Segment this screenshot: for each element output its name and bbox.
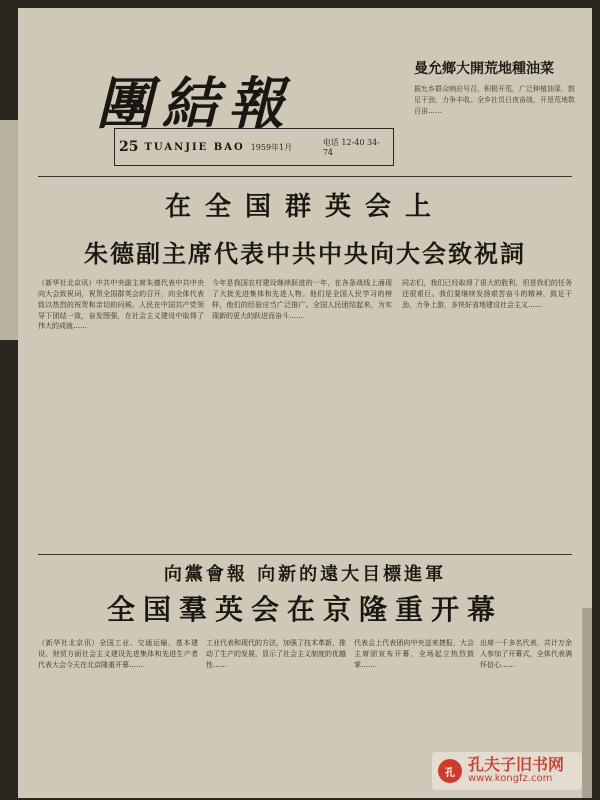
masthead-phone: 电话 12-40 34-74 (322, 138, 380, 157)
headline-main-top: 在全国群英会上 (164, 192, 445, 222)
bottom-column-1: （新华社北京讯）全国工业、交通运输、基本建设、财贸方面社会主义建设先进集体和先进生产者代表大会今天在北京隆重开幕…… (38, 639, 198, 669)
masthead-info-box (114, 128, 394, 166)
masthead-title: 團結報 (96, 71, 294, 137)
bottom-column-3: 代表会上代表团向中央送来捷报，大会主席团宣布开幕，全场起立热烈鼓掌…… (354, 639, 474, 669)
watermark-logo-icon: 孔 (438, 759, 462, 783)
bottom-column-4: 出席一千多名代表，共计万余人参加了开幕式，全体代表满怀信心…… (480, 639, 572, 669)
article-column-3: 同志们，我们已经取得了很大的胜利，但是我们的任务还很艰巨。我们要继续发扬艰苦奋斗的精神，鼓足干劲，力争上游，多快好省地建设社会主义…… (402, 279, 572, 309)
side-story (414, 58, 576, 168)
side-story-title: 曼允鄉大開荒地種油菜 (414, 61, 554, 77)
side-story-body: 据允乡群众响应号召，积极开荒，广泛种植油菜，鼓足干劲，力争丰收。全乡社员日夜奋战，开垦荒地数百亩…… (414, 85, 575, 116)
article-column-2: 今年是我国农村建设继续跃进的一年，在各条战线上涌现了大批先进集体和先进人物。他们是全国人民学习的榜样，他们的经验应当广泛推广。全国人民团结起来，为实现新的更大的跃进而奋斗…… (212, 279, 392, 320)
watermark-url: www.kongfz.com (468, 773, 553, 785)
adjacent-page-left (0, 120, 18, 340)
newspaper-page (18, 8, 592, 798)
article-column-1: （新华社北京讯）中共中央副主席朱德代表中共中央向大会致祝词，祝贺全国群英会的召开，向全体代表致以热烈的祝贺和亲切的问候。人民在中国共产党领导下团结一致，奋发图强，在社会主义建设中取得了伟大的成就…… (38, 279, 204, 331)
adjacent-page-right (582, 608, 592, 798)
divider (38, 554, 572, 555)
masthead-pinyin: TUANJIE BAO (144, 141, 245, 153)
issue-number: 25 (119, 139, 139, 155)
divider (38, 176, 572, 177)
headline-second: 全国羣英会在京隆重开幕 (106, 593, 503, 626)
watermark (432, 752, 582, 790)
headline-main: 朱德副主席代表中共中央向大会致祝詞 (84, 239, 526, 268)
masthead-date: 1959年1月 (250, 142, 293, 152)
watermark-text: 孔夫子旧书网 (468, 755, 565, 775)
bottom-column-2: 工业代表和现代的方法，加强了技术革新，推动了生产的发展，显示了社会主义制度的优越性…… (206, 639, 346, 669)
headline-second-kicker: 向黨會報 向新的遠大目標進軍 (163, 564, 447, 585)
